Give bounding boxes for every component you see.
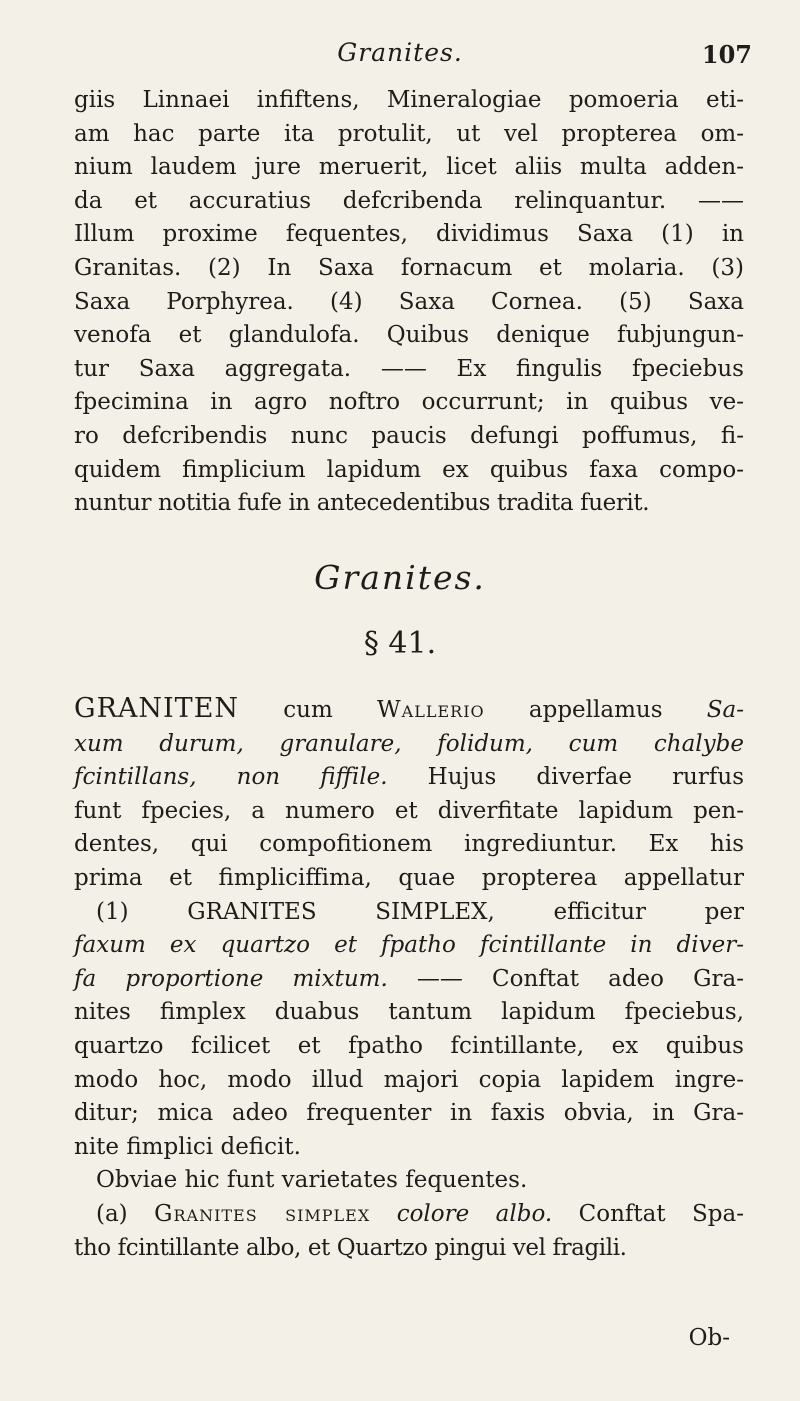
section-number: § 41. <box>363 626 437 661</box>
text-line: Illum proxime fequentes, dividimus Saxa (1) in <box>74 221 744 248</box>
text-line: giis Linnaei infiftens, Mineralogiae pomoeria eti- <box>74 87 744 113</box>
text-line: modo hoc, modo illud majori copia lapidem ingre- <box>74 1066 744 1093</box>
text-line: faxum ex quartzo et fpatho fcintillante in diver- <box>74 932 744 959</box>
text-line: tur Saxa aggregata. —— Ex fingulis fpeciebus <box>74 355 744 382</box>
text-line: ro defcribendis nunc paucis defungi poffumus, fi- <box>74 422 744 449</box>
text-line: fpecimina in agro noftro occurrunt; in quibus ve- <box>74 389 744 416</box>
text-line: nite fimplici deficit. <box>74 1133 301 1160</box>
text-line: xum durum, granulare, folidum, cum chalybe <box>74 730 744 757</box>
text-line: nites fimplex duabus tantum lapidum fpeciebus, <box>74 999 744 1026</box>
text-line: fa proportione mixtum. —— Conftat adeo Gra- <box>74 965 744 992</box>
text-line: (1) GRANITES SIMPLEX, efficitur per <box>96 898 744 925</box>
text-line: prima et fimpliciffima, quae propterea appellatur <box>74 864 744 891</box>
text-line: quidem fimplicium lapidum ex quibus faxa compo- <box>74 456 744 483</box>
text-line: fcintillans, non fiffile. Hujus diverfae rurfus <box>74 764 744 791</box>
text-line: Granitas. (2) In Saxa fornacum et molaria. (3) <box>74 254 744 281</box>
text-line: dentes, qui compofitionem ingrediuntur. Ex his <box>74 831 744 858</box>
initial-word: GRANITEN <box>74 693 240 724</box>
catchword: Ob- <box>688 1325 730 1351</box>
intro-paragraph <box>74 84 744 521</box>
text-line: Saxa Porphyrea. (4) Saxa Cornea. (5) Saxa <box>74 288 744 315</box>
text-line: da et accuratius defcribenda relinquantur. —— <box>74 187 744 214</box>
text-line: quartzo fcilicet et fpatho fcintillante, ex quibus <box>74 1032 744 1059</box>
text-line: tho fcintillante albo, et Quartzo pingui vel fragili. <box>74 1234 627 1261</box>
running-head <box>0 34 800 74</box>
text-line: (a) Granites simplex colore albo. Conftat Spa- <box>96 1200 744 1227</box>
text-line: funt fpecies, a numero et diverfitate lapidum pen- <box>74 797 744 824</box>
text-line: Obviae hic funt varietates fequentes. <box>96 1167 528 1194</box>
section-heading: Granites. <box>314 558 486 597</box>
page-number: 107 <box>701 40 752 69</box>
text-line: am hac parte ita protulit, ut vel propterea om- <box>74 120 744 147</box>
text-line: nium laudem jure meruerit, licet aliis multa adden- <box>74 154 744 181</box>
running-title: Granites. <box>337 38 463 67</box>
text-line: nuntur notitia fufe in antecedentibus tradita fuerit. <box>74 490 650 517</box>
main-paragraph <box>74 692 744 1265</box>
text-line: ditur; mica adeo frequenter in faxis obvia, in Gra- <box>74 1100 744 1127</box>
text-line: venofa et glandulofa. Quibus denique fubjungun- <box>74 322 744 349</box>
author-name: Wallerio <box>377 697 485 723</box>
text-line: GRANITEN cum Wallerio appellamus Sa- <box>74 693 744 724</box>
